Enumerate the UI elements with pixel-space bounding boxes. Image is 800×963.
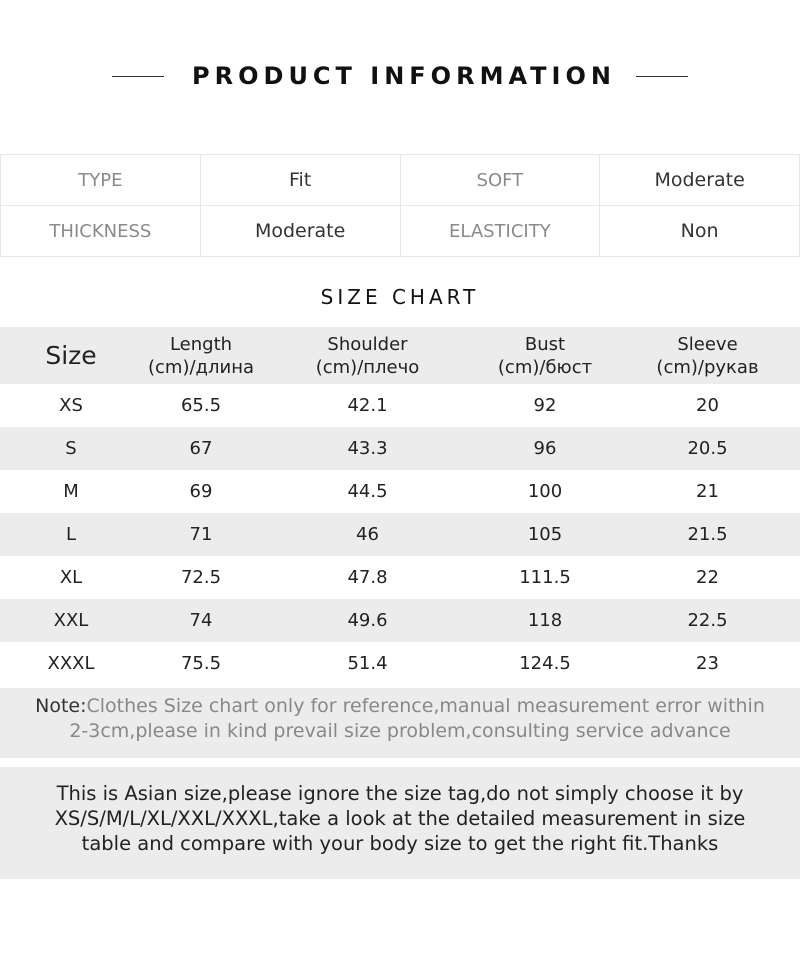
cell-shoulder: 49.6 bbox=[347, 610, 388, 631]
cell-bust: 96 bbox=[533, 438, 557, 459]
header-length bbox=[142, 333, 260, 379]
notice-line-3: table and compare with your body size to get the right fit.Thanks bbox=[81, 832, 719, 855]
info-row bbox=[1, 206, 800, 257]
table-row bbox=[0, 513, 800, 556]
cell-bust: 100 bbox=[527, 481, 563, 502]
header-bust-unit: (cm)/бюст bbox=[497, 356, 593, 378]
table-row bbox=[0, 556, 800, 599]
table-row bbox=[0, 384, 800, 427]
info-key-soft: SOFT bbox=[400, 155, 600, 206]
header-right-rule bbox=[636, 76, 688, 77]
info-key-elasticity: ELASTICITY bbox=[400, 206, 600, 257]
note-line-1 bbox=[0, 694, 800, 719]
cell-shoulder: 42.1 bbox=[347, 395, 388, 416]
cell-size: L bbox=[65, 524, 77, 545]
header-sleeve bbox=[615, 333, 800, 379]
info-value-thickness: Moderate bbox=[200, 206, 400, 257]
size-note bbox=[0, 688, 800, 758]
info-key-type: TYPE bbox=[1, 155, 201, 206]
cell-length: 75.5 bbox=[180, 653, 222, 674]
cell-length: 65.5 bbox=[180, 395, 222, 416]
cell-shoulder: 46 bbox=[356, 524, 379, 545]
cell-sleeve: 22 bbox=[696, 567, 719, 588]
size-chart-table bbox=[0, 327, 800, 685]
notice-line-2: XS/S/M/L/XL/XXL/XXXL,take a look at the detailed measurement in size bbox=[54, 807, 746, 830]
size-chart-title: SIZE CHART bbox=[320, 285, 480, 309]
table-row bbox=[0, 599, 800, 642]
cell-shoulder: 43.3 bbox=[347, 438, 388, 459]
note-label: Note: bbox=[35, 695, 87, 717]
cell-length: 67 bbox=[189, 438, 213, 459]
header-size bbox=[0, 341, 142, 370]
table-row bbox=[0, 642, 800, 685]
cell-length: 72.5 bbox=[180, 567, 222, 588]
cell-sleeve: 20.5 bbox=[687, 438, 728, 459]
cell-shoulder: 51.4 bbox=[347, 653, 388, 674]
cell-size: XS bbox=[59, 395, 83, 416]
cell-bust: 111.5 bbox=[519, 567, 571, 588]
cell-length: 69 bbox=[189, 481, 213, 502]
section-header bbox=[0, 56, 800, 96]
cell-length: 71 bbox=[189, 524, 213, 545]
cell-size: S bbox=[65, 438, 77, 459]
cell-size: XXXL bbox=[47, 653, 95, 674]
info-value-elasticity: Non bbox=[600, 206, 800, 257]
header-sleeve-unit: (cm)/рукав bbox=[656, 356, 759, 378]
table-row bbox=[0, 427, 800, 470]
header-sleeve-label: Sleeve bbox=[677, 333, 738, 355]
cell-size: XXL bbox=[53, 610, 89, 631]
cell-sleeve: 21.5 bbox=[687, 524, 728, 545]
note-text-2: 2-3cm,please in kind prevail size problem,consulting service advance bbox=[69, 720, 731, 742]
notice-line-1: This is Asian size,please ignore the size tag,do not simply choose it by bbox=[56, 782, 744, 805]
info-row bbox=[1, 155, 800, 206]
cell-size: XL bbox=[59, 567, 83, 588]
header-shoulder bbox=[260, 333, 475, 379]
header-shoulder-unit: (cm)/плечо bbox=[315, 356, 420, 378]
header-length-unit: (cm)/длина bbox=[148, 356, 254, 378]
page-title: PRODUCT INFORMATION bbox=[192, 62, 616, 90]
header-size-label: Size bbox=[45, 341, 97, 370]
cell-length: 74 bbox=[189, 610, 213, 631]
info-key-thickness: THICKNESS bbox=[1, 206, 201, 257]
header-bust-label: Bust bbox=[524, 333, 566, 355]
cell-sleeve: 23 bbox=[696, 653, 719, 674]
size-table-header bbox=[0, 327, 800, 384]
cell-bust: 118 bbox=[527, 610, 563, 631]
info-value-soft: Moderate bbox=[600, 155, 800, 206]
cell-bust: 92 bbox=[533, 395, 557, 416]
cell-bust: 105 bbox=[527, 524, 563, 545]
header-shoulder-label: Shoulder bbox=[327, 333, 408, 355]
header-bust bbox=[475, 333, 615, 379]
cell-sleeve: 21 bbox=[696, 481, 719, 502]
cell-sleeve: 20 bbox=[696, 395, 719, 416]
table-row bbox=[0, 470, 800, 513]
cell-bust: 124.5 bbox=[519, 653, 571, 674]
cell-shoulder: 44.5 bbox=[347, 481, 388, 502]
note-text-1: Clothes Size chart only for reference,manual measurement error within bbox=[86, 695, 765, 717]
asian-size-notice bbox=[0, 767, 800, 879]
header-length-label: Length bbox=[169, 333, 233, 355]
cell-sleeve: 22.5 bbox=[687, 610, 728, 631]
info-value-type: Fit bbox=[200, 155, 400, 206]
product-info-table bbox=[0, 154, 800, 257]
cell-size: M bbox=[63, 481, 79, 502]
header-left-rule bbox=[112, 76, 164, 77]
cell-shoulder: 47.8 bbox=[347, 567, 388, 588]
